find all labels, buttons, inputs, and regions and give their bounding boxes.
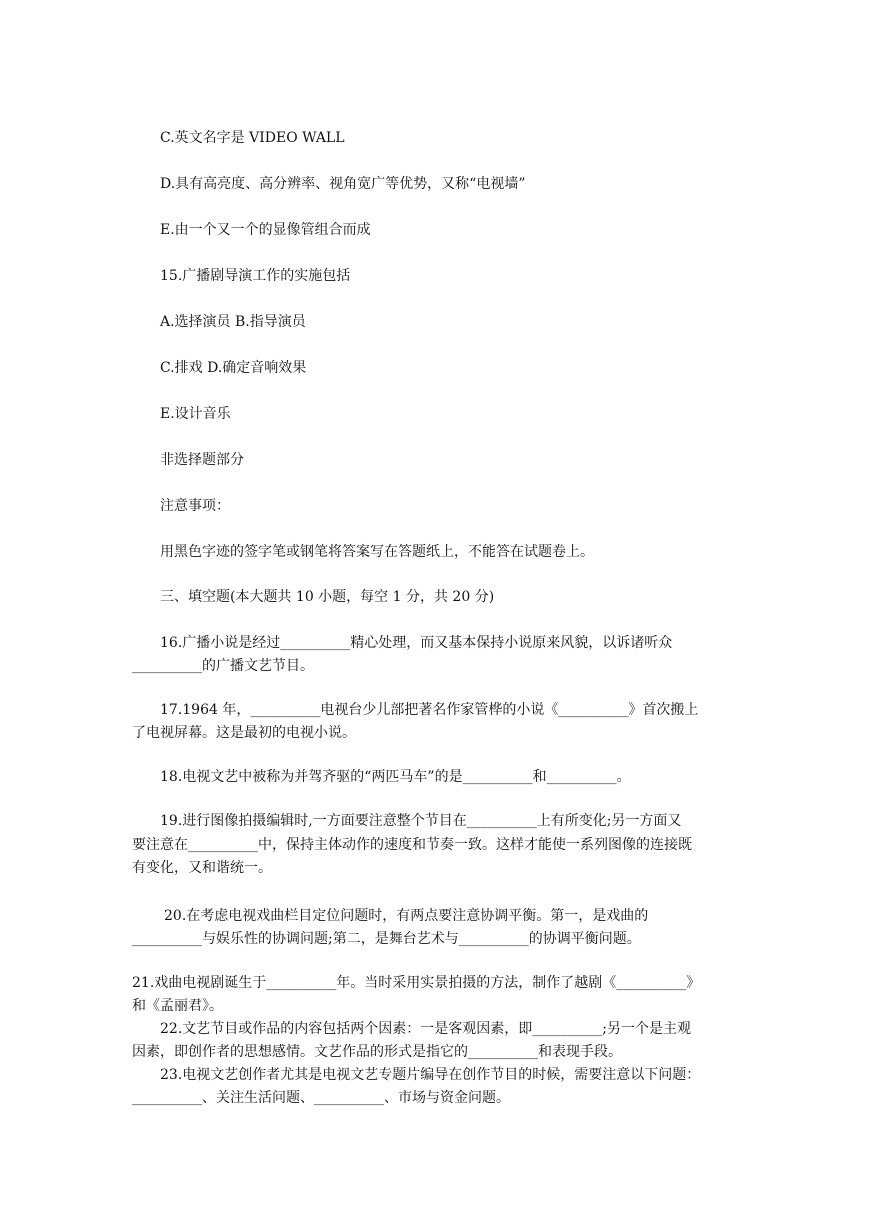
question-21-line-2: 和《孟丽君》。 [132,998,223,1014]
option-d-text: D.具有高亮度、高分辨率、视角宽广等优势，又称“电视墙” [160,176,526,192]
question-15-options-cd: C.排戏 D.确定音响效果 [160,360,307,376]
question-22-line-1: 22.文艺节目或作品的内容包括两个因素：一是客观因素，即__________;另一个是主观 [160,1021,691,1037]
question-15-option-e: E.设计音乐 [160,406,231,422]
question-17-line-2: 了电视屏幕。这是最初的电视小说。 [132,725,356,741]
notice-title: 注意事项： [160,498,230,514]
question-18: 18.电视文艺中被称为并驾齐驱的“两匹马车”的是__________和__________。 [160,769,631,785]
section-heading-nonchoice: 非选择题部分 [160,452,244,468]
question-19-line-3: 有变化，又和谐统一。 [132,860,272,876]
question-19-line-1: 19.进行图像拍摄编辑时,一方面要注意整个节目在__________上有所变化;另一方面又 [160,813,682,829]
option-c-text: C.英文名字是 VIDEO WALL [160,130,345,146]
question-16-line-1: 16.广播小说是经过__________精心处理，而又基本保持小说原来风貌，以诉诸听众 [160,635,673,651]
question-19-line-2: 要注意在__________中，保持主体动作的速度和节奏一致。这样才能使一系列图像的连接既 [132,837,692,853]
notice-body: 用黑色字迹的签字笔或钢笔将答案写在答题纸上，不能答在试题卷上。 [160,544,594,560]
question-23-line-2: __________、关注生活问题、__________、市场与资金问题。 [132,1090,510,1106]
question-16-line-2: __________的广播文艺节目。 [132,658,314,674]
section-heading-fill-in: 三、填空题(本大题共 10 小题，每空 1 分，共 20 分) [160,589,495,605]
question-22-line-2: 因素，即创作者的思想感情。文艺作品的形式是指它的__________和表现手段。 [132,1044,622,1060]
question-20-line-2: __________与娱乐性的协调问题;第二，是舞台艺术与__________的协调平衡问题。 [132,931,641,947]
question-15-options-ab: A.选择演员 B.指导演员 [160,314,306,330]
question-17-line-1: 17.1964 年，__________电视台少儿部把著名作家管桦的小说《__________》首次搬上 [160,702,699,718]
question-15: 15.广播剧导演工作的实施包括 [160,268,351,284]
question-20-line-1: 20.在考虑电视戏曲栏目定位问题时，有两点要注意协调平衡。第一，是戏曲的 [164,908,649,924]
question-21-line-1: 21.戏曲电视剧诞生于__________年。当时采用实景拍摄的方法，制作了越剧《__________》 [132,975,701,991]
question-23-line-1: 23.电视文艺创作者尤其是电视文艺专题片编导在创作节目的时候，需要注意以下问题： [160,1067,701,1083]
option-e-text: E.由一个又一个的显像管组合而成 [160,222,371,238]
